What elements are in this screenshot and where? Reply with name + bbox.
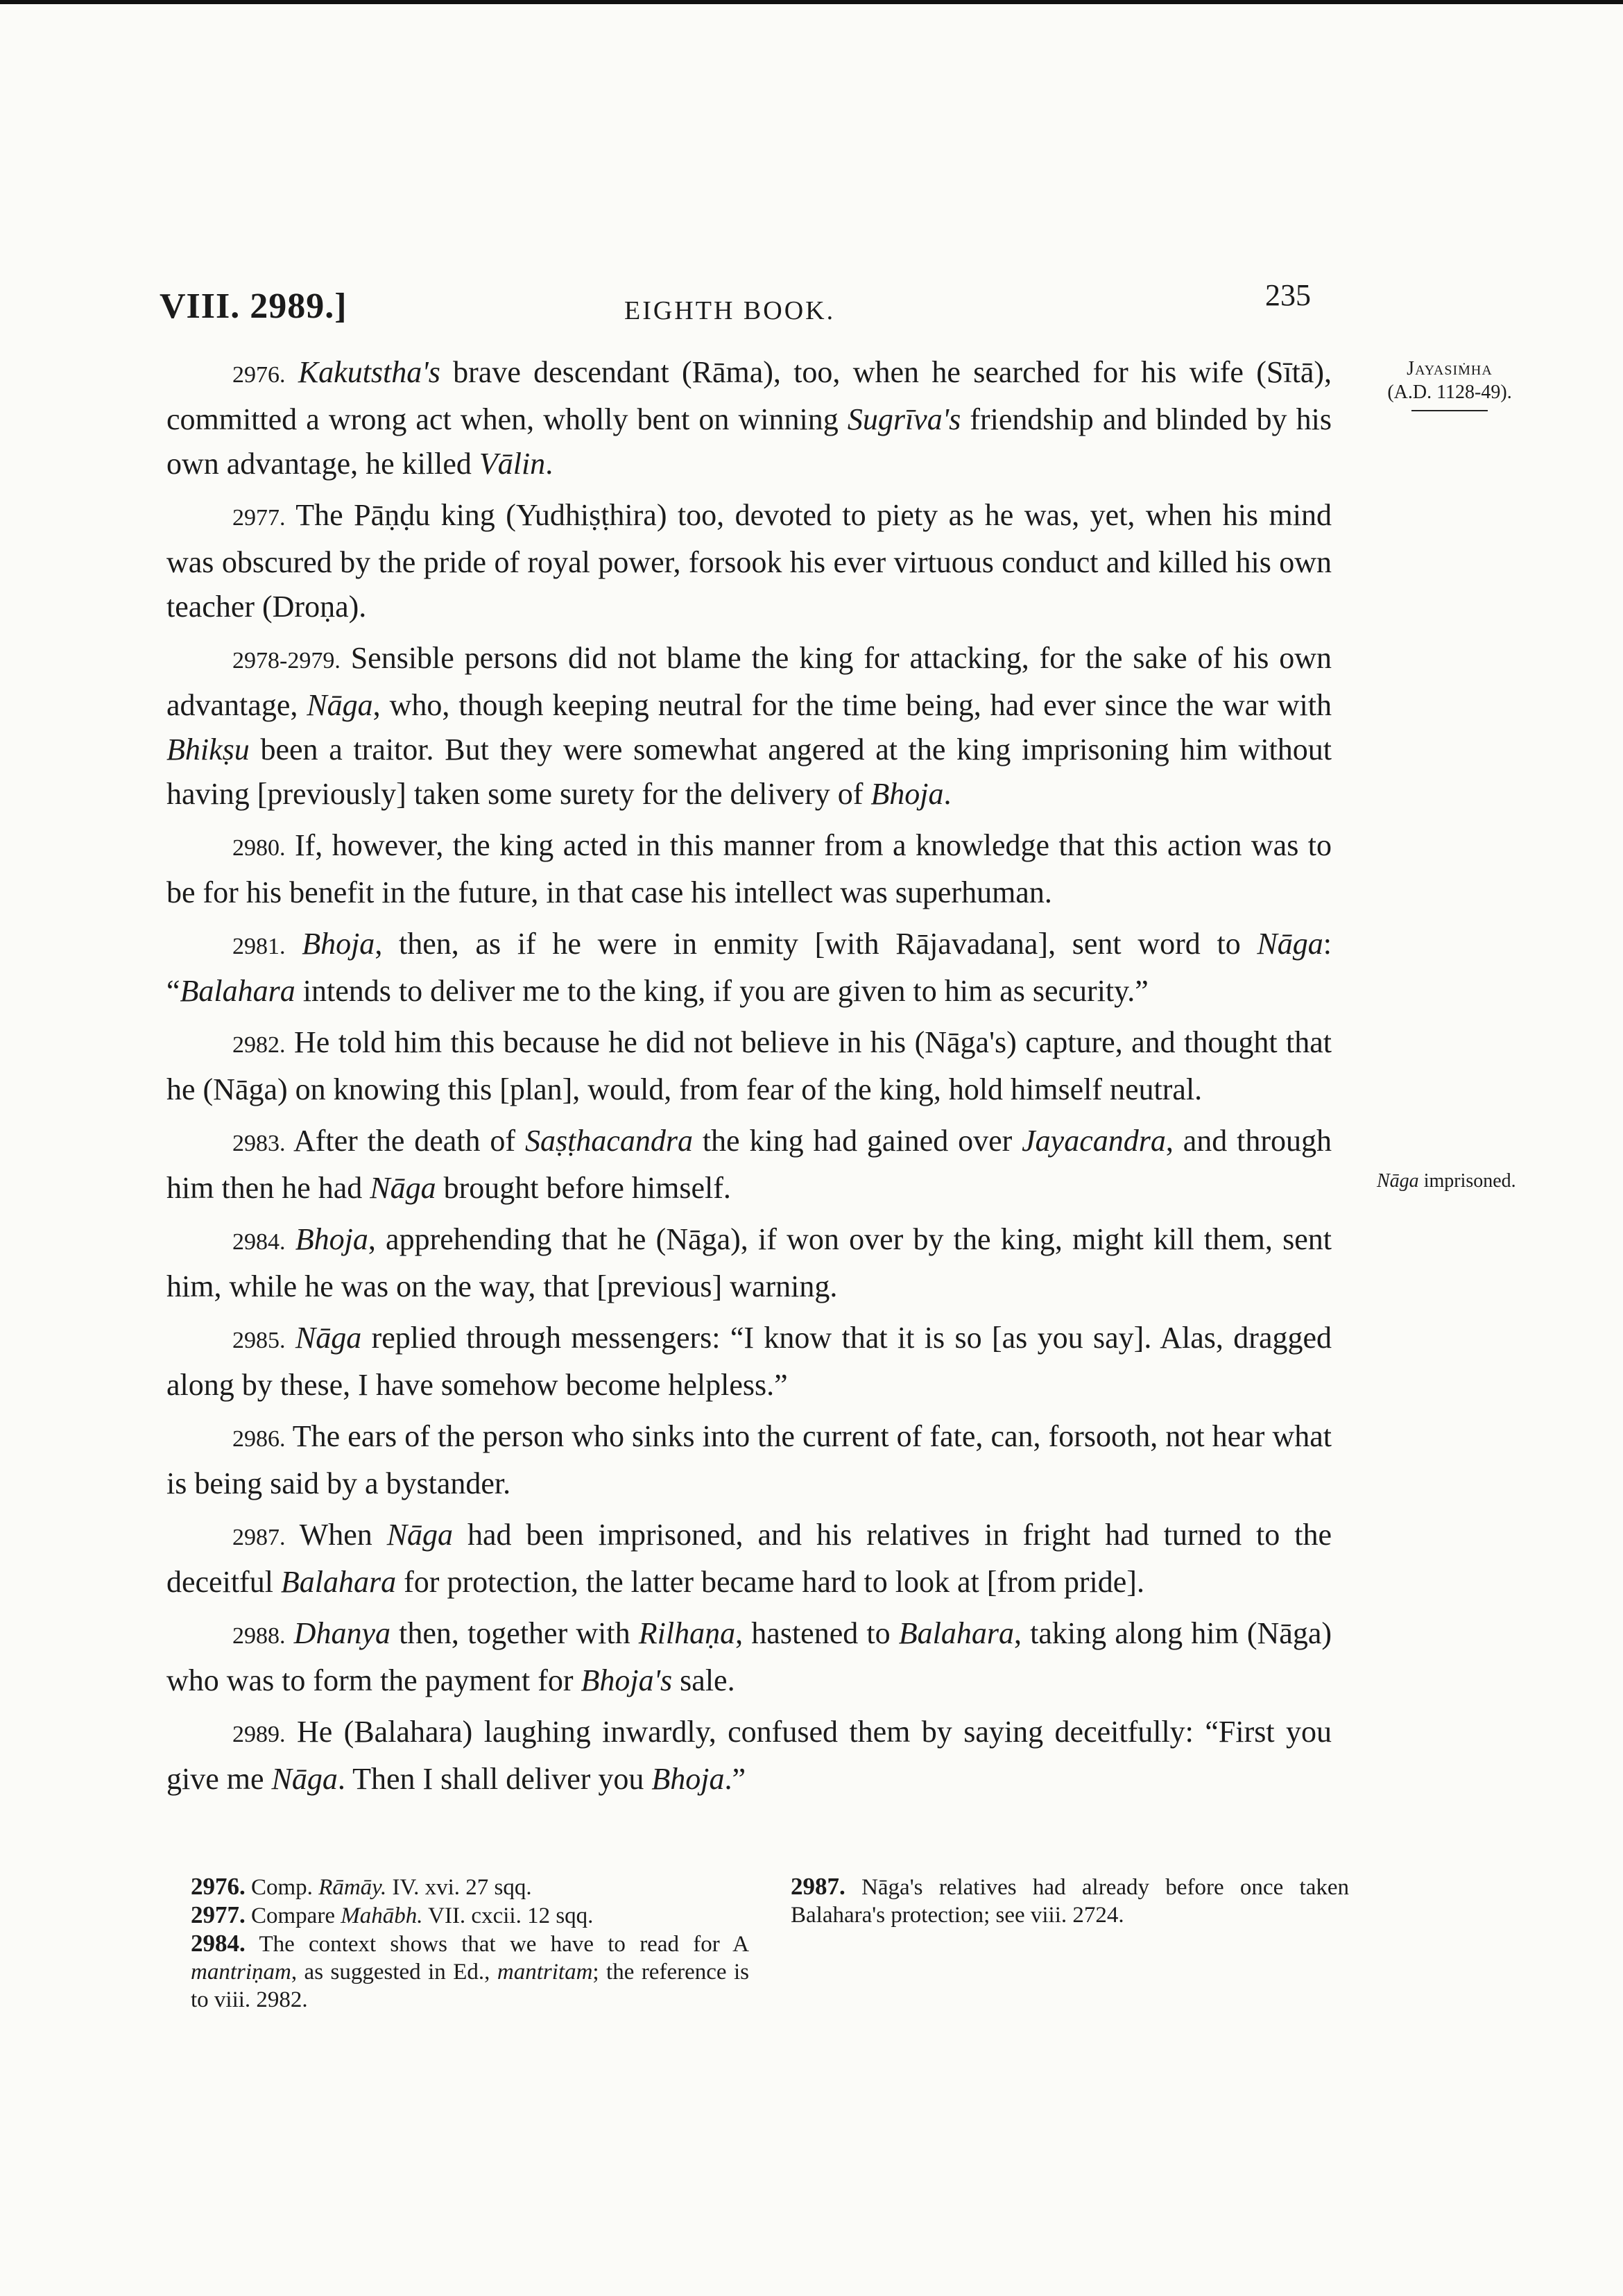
book-title: EIGHTH BOOK. [624, 296, 836, 325]
page-number: 235 [1265, 278, 1311, 312]
footnote-2976: 2976. Comp. Rāmāy. IV. xvi. 27 sqq. [191, 1873, 532, 1900]
footnote-2987: 2987. Nāga's relatives had already before once taken Balahara's protection; see viii. 2724. [791, 1873, 1349, 1928]
verse-2983: 2983. After the death of Saṣṭhacandra the king had gained over Jayacandra, and through him then he had Nāga brought before himself. [166, 1124, 1332, 1205]
verse-2987: 2987. When Nāga had been imprisoned, and his relatives in fright had turned to the deceitful Balahara for protection, the latter became hard to look at [from pride]. [166, 1518, 1332, 1599]
top-border [0, 0, 1623, 4]
verse-2985: 2985. Nāga replied through messengers: “I know that it is so [as you say]. Alas, dragged along by these, I have somehow become helpless.” [166, 1321, 1332, 1402]
verse-2981: 2981. Bhoja, then, as if he were in enmity [with Rājavadana], sent word to Nāga: “Balahara intends to deliver me to the king, if you are given to him as security.” [166, 927, 1332, 1008]
verse-2976: 2976. Kakutstha's brave descendant (Rāma), too, when he searched for his wife (Sītā), committed a wrong act when, wholly bent on winning Sugrīva's friendship and blinded by his own advantage, he killed Vālin. [166, 355, 1332, 481]
footnote-column-right [791, 1873, 1349, 2014]
main-text [166, 350, 1332, 1808]
verse-2982: 2982. He told him this because he did not believe in his (Nāga's) capture, and thought that he (Nāga) on knowing this [plan], would, from fear of the king, hold himself neutral. [166, 1025, 1332, 1106]
margin-note-naga-imprisoned [1377, 1170, 1564, 1193]
footnote-column-left [191, 1873, 749, 2014]
verse-2978-2979: 2978-2979. Sensible persons did not blame the king for attacking, for the sake of his own advantage, Nāga, who, though keeping neutral for the time being, had ever since the war with Bhikṣu been a traitor. But they were somewhat angered at the king imprisoning him without having [previously] taken some surety for the delivery of Bhoja. [166, 641, 1332, 811]
footnotes [191, 1873, 1349, 2014]
verse-2989: 2989. He (Balahara) laughing inwardly, confused them by saying deceitfully: “First you give me Nāga. Then I shall deliver you Bhoja.” [166, 1715, 1332, 1796]
footnote-2977: 2977. Compare Mahābh. VII. cxcii. 12 sqq. [191, 1901, 594, 1928]
verse-2984: 2984. Bhoja, apprehending that he (Nāga), if won over by the king, might kill them, sent him, while he was on the way, that [previous] warning. [166, 1222, 1332, 1303]
chapter-reference: VIII. 2989.] [160, 286, 347, 326]
margin-note-rule [1411, 410, 1488, 411]
margin-note-king: Jayasiṁha [1407, 358, 1493, 379]
footnote-2984: 2984. The context shows that we have to read for A mantriṇam, as suggested in Ed., mantritam; the reference is to viii. 2982. [191, 1930, 750, 2012]
running-header [160, 277, 1311, 333]
verse-2988: 2988. Dhanya then, together with Rilhaṇa, hastened to Balahara, taking along him (Nāga) who was to form the payment for Bhoja's sale. [166, 1616, 1332, 1697]
margin-note-jayasimha [1352, 357, 1547, 411]
verse-2980: 2980. If, however, the king acted in this manner from a knowledge that this action was to be for his benefit in the future, in that case his intellect was superhuman. [166, 828, 1332, 909]
verse-2986: 2986. The ears of the person who sinks into the current of fate, can, forsooth, not hear what is being said by a bystander. [166, 1419, 1332, 1500]
margin-note-naga: Nāga [1377, 1170, 1419, 1192]
margin-note-dates: (A.D. 1128-49). [1387, 382, 1512, 403]
verse-2977: 2977. The Pāṇḍu king (Yudhiṣṭhira) too, devoted to piety as he was, yet, when his mind was obscured by the pride of royal power, forsook his ever virtuous conduct and killed his own teacher (Droṇa). [166, 498, 1332, 624]
margin-note-imprisoned: imprisoned. [1423, 1170, 1516, 1192]
